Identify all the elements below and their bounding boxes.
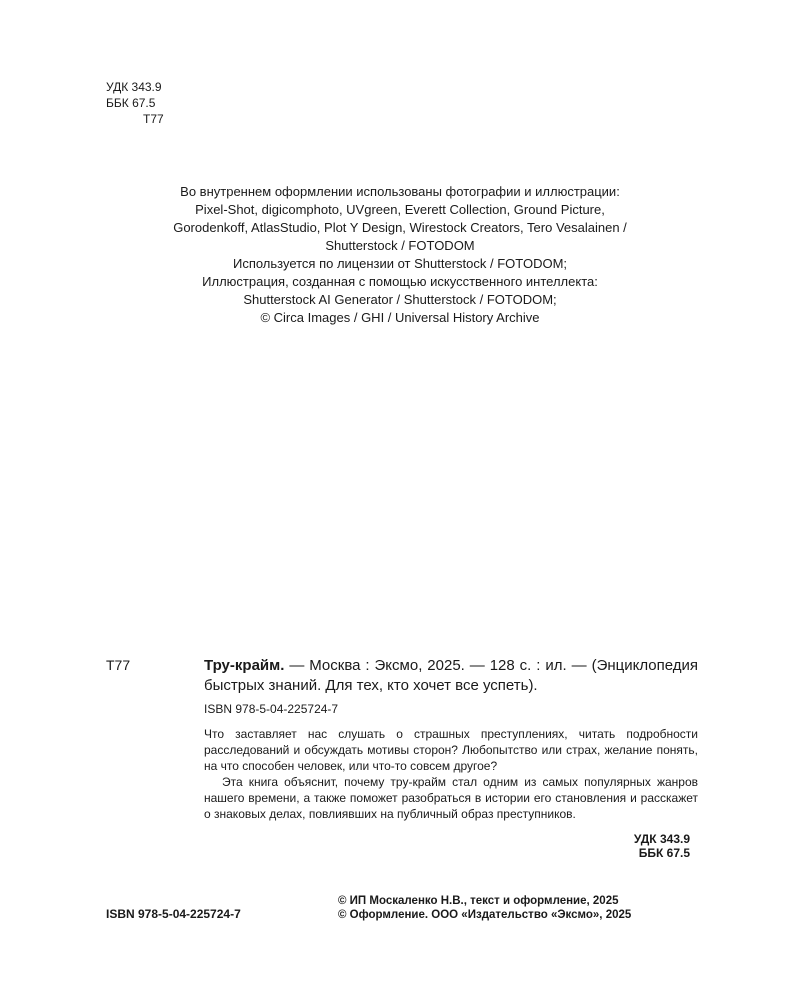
annotation-paragraph: Что заставляет нас слушать о страшных преступлениях, читать подробности расследований и обсуждать мотивы сторон? Любопытство или страх, желание понять, на что способен человек, или что-то совсем другое? xyxy=(204,727,698,773)
credit-line: Shutterstock AI Generator / Shutterstock / FOTODOM; xyxy=(243,292,557,307)
classification-header xyxy=(106,79,164,127)
credit-line: Иллюстрация, созданная с помощью искусственного интеллекта: xyxy=(202,274,598,289)
annotation-paragraph: Эта книга объяснит, почему тру-крайм стал одним из самых популярных жанров нашего времени, а также поможет разобраться в истории его становления и расскажет о знаковых делах, повлиявших на публичный образ преступников. xyxy=(204,775,698,821)
copyright-block xyxy=(338,894,631,922)
copyright-design: © Оформление. ООО «Издательство «Эксмо», 2025 xyxy=(338,909,632,921)
credit-line: Во внутреннем оформлении использованы фотографии и иллюстрации: xyxy=(180,184,620,199)
bbk-code: ББК 67.5 xyxy=(106,96,156,110)
bibliographic-author-mark: Т77 xyxy=(106,657,131,673)
classification-footer xyxy=(500,832,690,860)
udk-code: УДК 343.9 xyxy=(633,832,690,846)
bibliographic-record xyxy=(204,656,698,696)
book-title: Тру-крайм. xyxy=(204,657,285,674)
author-mark: Т77 xyxy=(143,112,164,126)
photo-credits xyxy=(100,183,700,273)
udk-code: УДК 343.9 xyxy=(106,80,162,94)
ai-credits xyxy=(100,273,700,327)
copyright-text: © ИП Москаленко Н.В., текст и оформление, 2025 xyxy=(338,895,619,907)
bbk-code: ББК 67.5 xyxy=(638,846,690,860)
credit-line: Gorodenkoff, AtlasStudio, Plot Y Design, Wirestock Creators, Tero Vesalainen / xyxy=(173,220,627,235)
credit-line: © Circa Images / GHI / Universal History Archive xyxy=(260,310,540,325)
publication-details: — Москва : Эксмо, 2025. — 128 с. : ил. — (Энциклопедия быстрых знаний. Для тех, кто хочет все успеть). xyxy=(204,657,698,694)
credit-line: Shutterstock / FOTODOM xyxy=(325,238,475,253)
credit-line: Используется по лицензии от Shutterstock / FOTODOM; xyxy=(232,256,568,271)
isbn-footer: ISBN 978-5-04-225724-7 xyxy=(106,907,241,921)
credit-line: Pixel-Shot, digicomphoto, UVgreen, Everett Collection, Ground Picture, xyxy=(195,202,605,217)
annotation xyxy=(204,726,698,822)
isbn-record: ISBN 978-5-04-225724-7 xyxy=(204,702,339,716)
